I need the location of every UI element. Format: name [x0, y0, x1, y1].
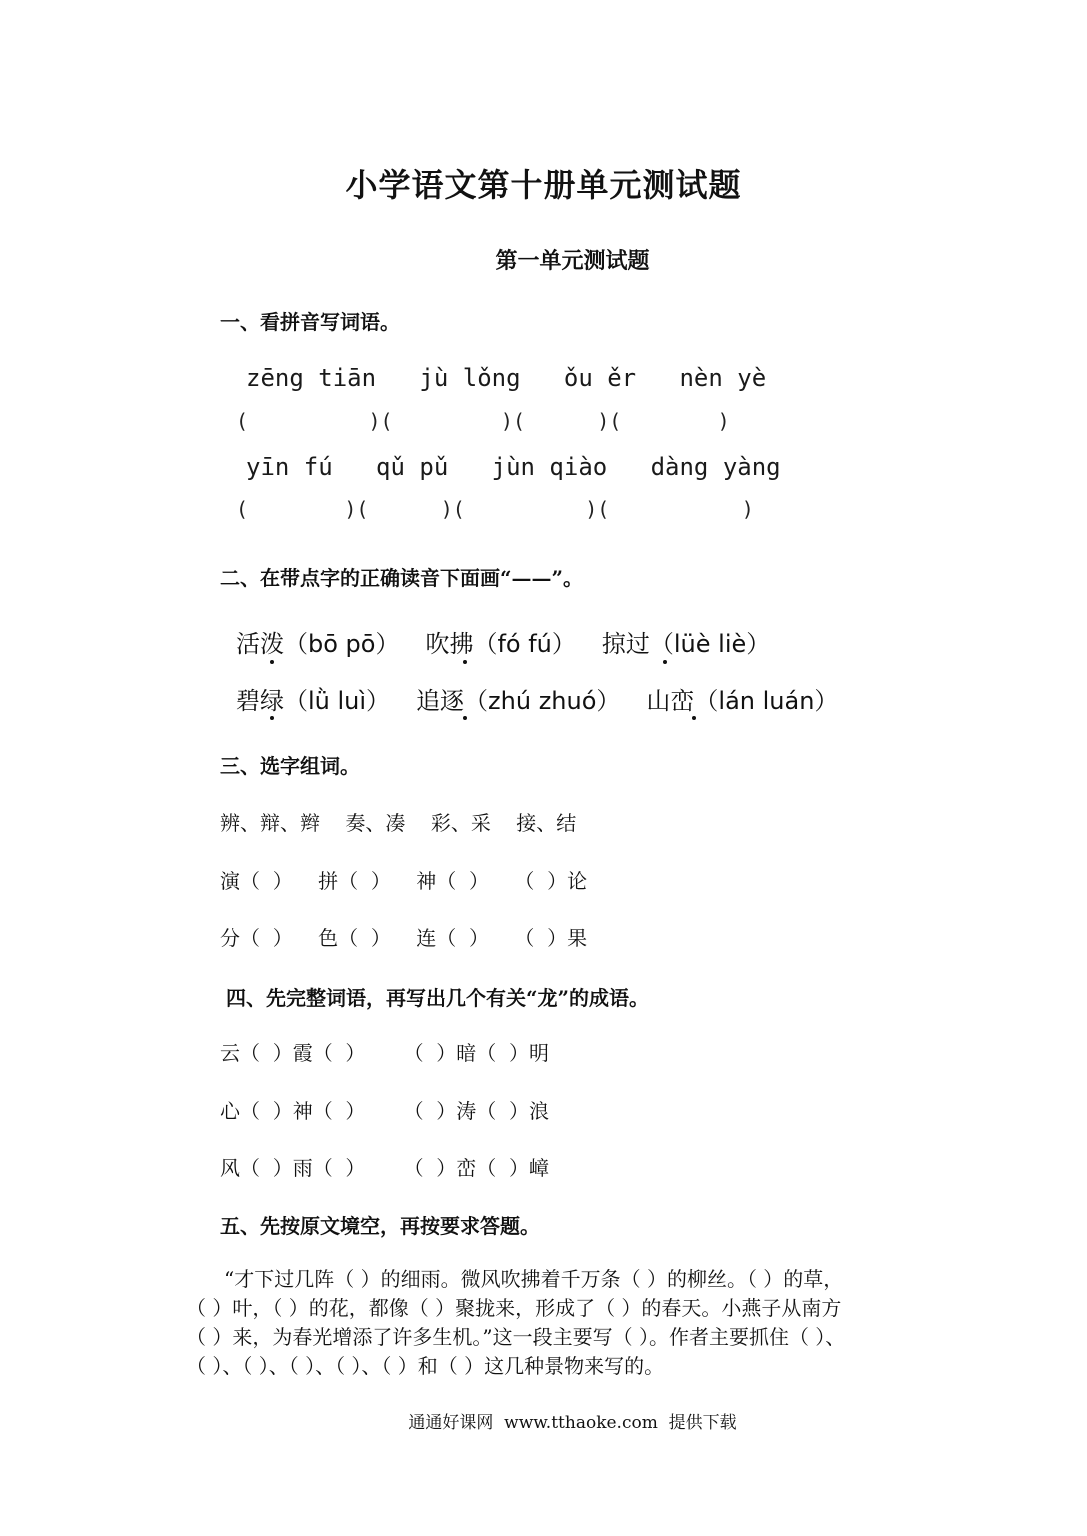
pinyin-row-1: zēng tiān jù lǒng ǒu ěr nèn yè [246, 364, 767, 392]
pronunciation-item: 掠过（lüè liè） [601, 630, 771, 658]
section-1-heading: 一、看拼音写词语。 [220, 310, 400, 334]
pronunciation-item: 碧绿（lǜ luì） [236, 687, 391, 715]
passage-line: （ ）叶，（ ）的花，都像（ ）聚拢来，形成了（ ）的春天。小燕子从南方 [186, 1296, 842, 1320]
emphasis-dot [663, 660, 667, 664]
idiom-blanks-line-3: 风（ ）雨（ ） （ ）峦（ ）嶂 [220, 1156, 550, 1180]
pronunciation-row-2 [236, 681, 838, 716]
section-5-heading: 五、先按原文境空，再按要求答题。 [220, 1214, 540, 1238]
pronunciation-item: 追逐（zhú zhuó） [416, 687, 621, 715]
pronunciation-item: 活泼（bō pō） [236, 630, 400, 658]
idiom-blanks-line-2: 心（ ）神（ ） （ ）涛（ ）浪 [220, 1099, 550, 1123]
pronunciation-row-1 [236, 624, 770, 659]
pinyin-row-2: yīn fú qǔ pǔ jùn qiào dàng yàng [246, 453, 781, 481]
passage-line: “才下过几阵（ ）的细雨。微风吹拂着千万条（ ）的柳丝。（ ）的草， [224, 1267, 844, 1291]
passage-line: （ ）来，为春光增添了许多生机。”这一段主要写（ ）。作者主要抓住（ ）、 [186, 1325, 846, 1349]
answer-parens-row-2: ( )( )( )( ) [236, 497, 754, 521]
passage-paragraph [186, 1265, 976, 1381]
emphasis-dot [463, 660, 467, 664]
emphasis-dot [692, 716, 696, 720]
passage-line: （ ）、（ ）、（ ）、（ ）、（ ）和（ ）这几种景物来写的。 [186, 1354, 665, 1378]
answer-parens-row-1: ( )( )( )( ) [236, 409, 730, 433]
pronunciation-item: 吹拂（fó fú） [425, 630, 576, 658]
unit-subtitle: 第一单元测试题 [495, 248, 650, 274]
word-blanks-line-1: 演（ ） 拼（ ） 神（ ） （ ）论 [220, 869, 588, 893]
footer-credit: 通通好课网 www.tthaoke.com 提供下载 [408, 1413, 737, 1433]
pronunciation-item: 山峦（lán luán） [646, 687, 839, 715]
section-4-heading: 四、先完整词语，再写出几个有关“龙”的成语。 [226, 986, 650, 1010]
page-title: 小学语文第十册单元测试题 [345, 166, 742, 204]
emphasis-dot [270, 716, 274, 720]
emphasis-dot [270, 660, 274, 664]
word-blanks-line-2: 分（ ） 色（ ） 连（ ） （ ）果 [220, 926, 588, 950]
emphasis-dot [463, 716, 467, 720]
character-choices: 辨、辩、辫 奏、凑 彩、采 接、结 [220, 811, 577, 835]
section-2-heading: 二、在带点字的正确读音下面画“——”。 [220, 566, 584, 590]
idiom-blanks-line-1: 云（ ）霞（ ） （ ）暗（ ）明 [220, 1041, 550, 1065]
section-3-heading: 三、选字组词。 [220, 754, 360, 778]
